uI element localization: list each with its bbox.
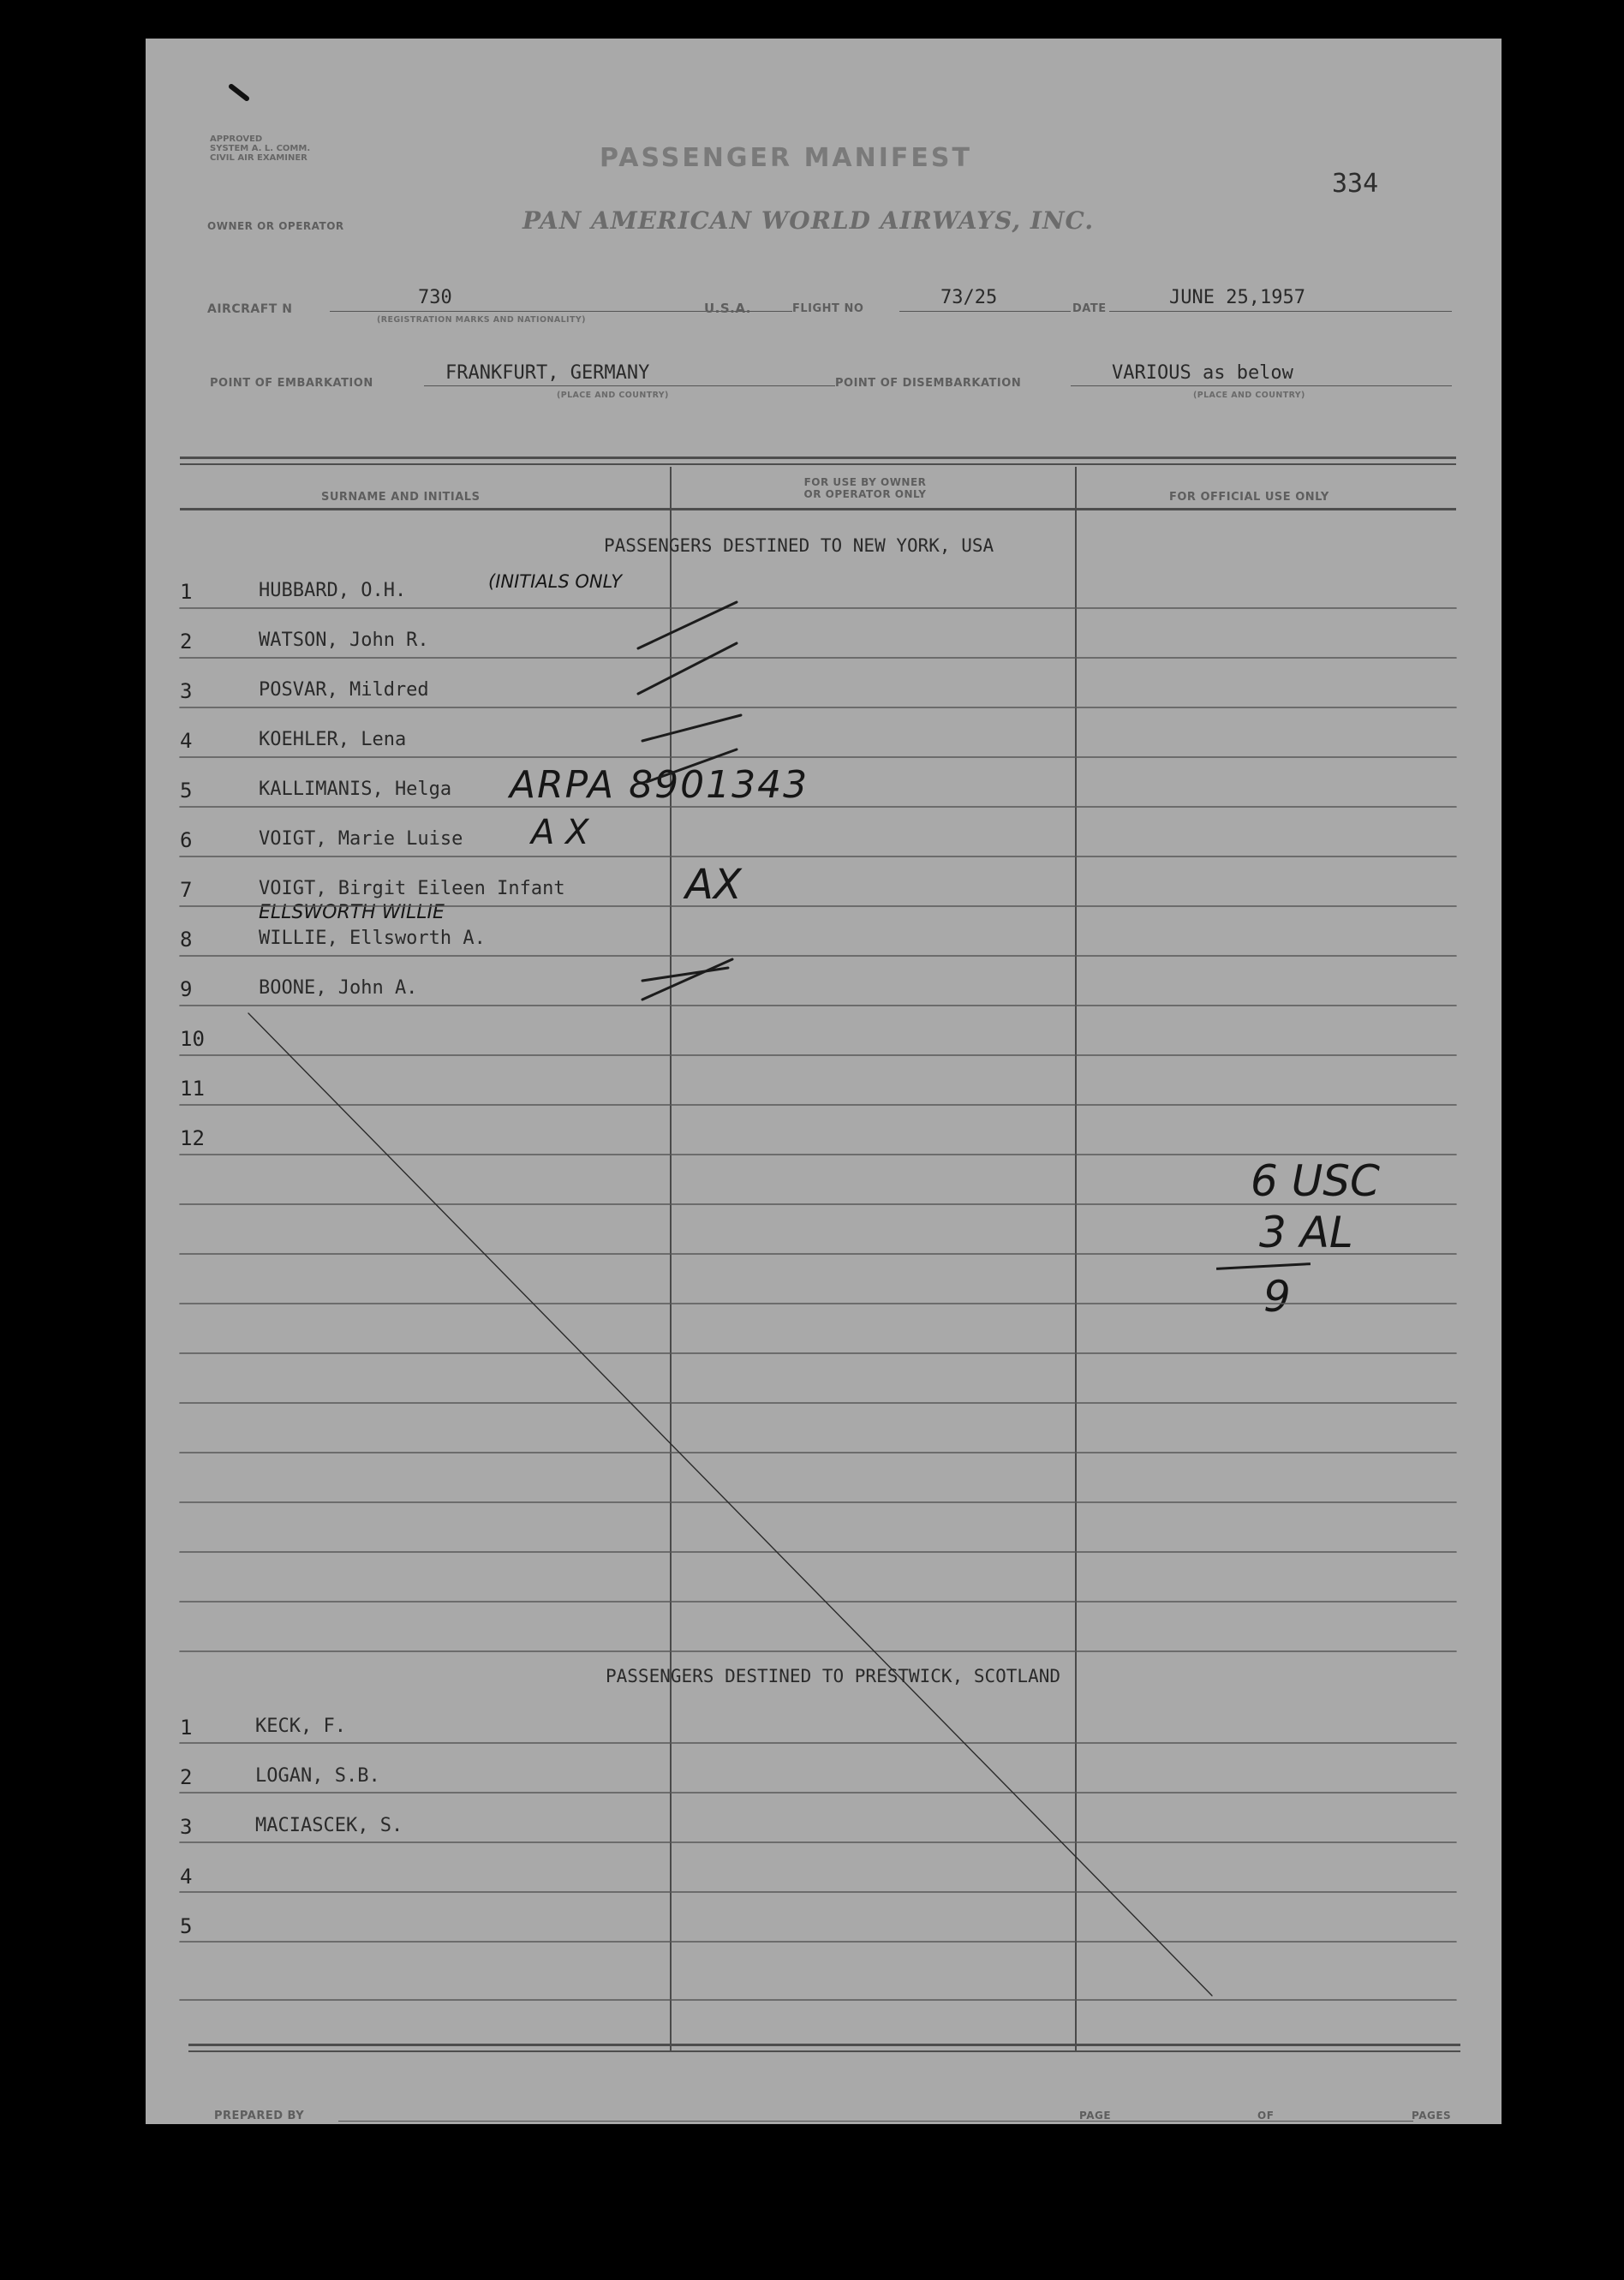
tally-line2: 3 AL bbox=[1259, 1208, 1353, 1257]
row-number: 5 bbox=[180, 1914, 193, 1938]
handwritten-note: ELLSWORTH WILLIE bbox=[259, 902, 445, 923]
row-number: 11 bbox=[180, 1077, 205, 1101]
manifest-page bbox=[146, 39, 1502, 2124]
section1-heading: PASSENGERS DESTINED TO NEW YORK, USA bbox=[604, 535, 994, 556]
passenger-name: VOIGT, Marie Luise bbox=[259, 828, 463, 850]
row-number: 4 bbox=[180, 1865, 193, 1889]
col-owner-line: OR OPERATOR ONLY bbox=[803, 488, 927, 500]
handwritten-note: (INITIALS ONLY bbox=[488, 571, 623, 592]
disembarkation-sub: (PLACE AND COUNTRY) bbox=[1193, 391, 1305, 400]
row-number: 5 bbox=[180, 779, 193, 803]
col-official: FOR OFFICIAL USE ONLY bbox=[1169, 491, 1329, 504]
handwritten-note: AX bbox=[685, 861, 742, 909]
passenger-name: VOIGT, Birgit Eileen Infant bbox=[259, 878, 565, 899]
page-number: 334 bbox=[1332, 169, 1379, 199]
strike-line bbox=[248, 1013, 1212, 1996]
date-label: DATE bbox=[1072, 302, 1107, 315]
tick-mark bbox=[642, 968, 728, 981]
disembarkation-value: VARIOUS as below bbox=[1112, 362, 1293, 384]
section2-heading: PASSENGERS DESTINED TO PRESTWICK, SCOTLAND bbox=[606, 1666, 1061, 1686]
aircraft-sub: (REGISTRATION MARKS AND NATIONALITY) bbox=[377, 315, 586, 325]
passenger-name: BOONE, John A. bbox=[259, 977, 418, 999]
passenger-name: KECK, F. bbox=[255, 1716, 346, 1737]
col-surname: SURNAME AND INITIALS bbox=[321, 491, 481, 504]
disembarkation-label: POINT OF DISEMBARKATION bbox=[835, 377, 1022, 390]
aircraft-label: AIRCRAFT N bbox=[207, 302, 293, 316]
row-number: 9 bbox=[180, 977, 193, 1001]
passenger-name: KOEHLER, Lena bbox=[259, 729, 407, 750]
footer-page-label: PAGE bbox=[1079, 2110, 1112, 2122]
date-value: JUNE 25,1957 bbox=[1169, 287, 1305, 308]
row-number: 3 bbox=[180, 1815, 193, 1839]
prepared-by-label: PREPARED BY bbox=[214, 2110, 305, 2122]
tally-line1: 6 USC bbox=[1251, 1156, 1380, 1206]
tick-mark bbox=[647, 749, 737, 782]
row-number: 3 bbox=[180, 679, 193, 703]
approval-line: APPROVED bbox=[210, 134, 263, 144]
owner-label: OWNER OR OPERATOR bbox=[207, 220, 344, 232]
passenger-name: KALLIMANIS, Helga bbox=[259, 779, 452, 800]
page-title: PASSENGER MANIFEST bbox=[600, 143, 972, 173]
row-number: 10 bbox=[180, 1027, 205, 1051]
passenger-name: WATSON, John R. bbox=[259, 630, 429, 651]
tally-total: 9 bbox=[1263, 1272, 1291, 1322]
row-number: 8 bbox=[180, 928, 193, 952]
embarkation-label: POINT OF EMBARKATION bbox=[210, 377, 373, 390]
approval-line: SYSTEM A. L. COMM. bbox=[210, 144, 311, 153]
handwritten-note: ARPA 8901343 bbox=[510, 763, 809, 807]
passenger-name: WILLIE, Ellsworth A. bbox=[259, 928, 486, 949]
embarkation-sub: (PLACE AND COUNTRY) bbox=[557, 391, 669, 400]
footer-pages-label: PAGES bbox=[1412, 2110, 1452, 2122]
owner-value: PAN AMERICAN WORLD AIRWAYS, INC. bbox=[522, 206, 1095, 235]
row-number: 4 bbox=[180, 729, 193, 753]
row-number: 2 bbox=[180, 630, 193, 654]
footer-of-label: OF bbox=[1257, 2110, 1275, 2122]
handwritten-note: A X bbox=[531, 813, 589, 852]
passenger-name: POSVAR, Mildred bbox=[259, 679, 429, 701]
approval-line: CIVIL AIR EXAMINER bbox=[210, 153, 307, 163]
passenger-name: LOGAN, S.B. bbox=[255, 1765, 380, 1787]
row-number: 2 bbox=[180, 1765, 193, 1789]
flight-label: FLIGHT NO bbox=[792, 302, 864, 315]
row-number: 12 bbox=[180, 1126, 205, 1150]
tick-mark bbox=[638, 602, 737, 648]
row-number: 7 bbox=[180, 878, 193, 902]
tick-mark bbox=[638, 643, 737, 694]
aircraft-value: 730 bbox=[418, 287, 452, 308]
embarkation-value: FRANKFURT, GERMANY bbox=[445, 362, 650, 384]
col-owner-line: FOR USE BY OWNER bbox=[803, 476, 927, 488]
passenger-name: HUBBARD, O.H. bbox=[259, 580, 407, 601]
passenger-name: MACIASCEK, S. bbox=[255, 1815, 403, 1836]
handwritten-marks bbox=[146, 39, 1502, 2124]
row-number: 1 bbox=[180, 580, 193, 604]
ink-mark bbox=[231, 87, 247, 98]
row-number: 1 bbox=[180, 1716, 193, 1740]
country-label: U.S.A. bbox=[704, 301, 751, 316]
row-number: 6 bbox=[180, 828, 193, 852]
tick-mark bbox=[642, 715, 741, 741]
flight-value: 73/25 bbox=[940, 287, 998, 308]
